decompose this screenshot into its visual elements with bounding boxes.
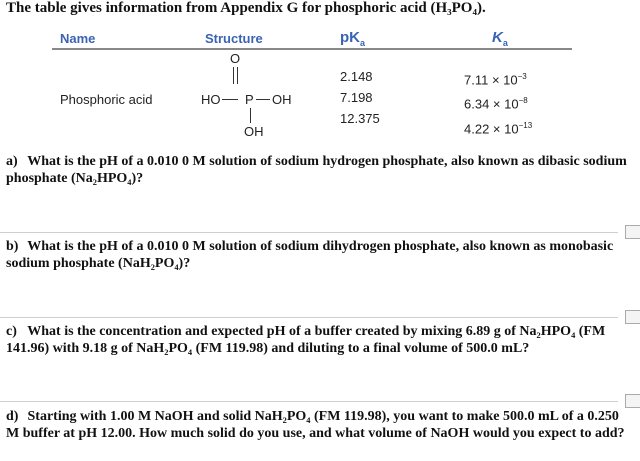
double-bond-2: [237, 67, 238, 84]
ka-3: $4.22 \times 10^{-13}$: [464, 120, 533, 136]
structure-right-oh: OH: [272, 92, 292, 107]
pka-1: 2.148: [340, 69, 373, 84]
data-table: [52, 26, 572, 144]
question-b-label: b): [6, 239, 19, 254]
question-c-text: What is the concentration and expected pH of a buffer created by mixing 6.89 g of Na₂HPO₄ (FM 141.96) with 9.18 g of NaH₂PO₄ (FM 119.98) and diluting to a final volume of 500.0 mL?: [6, 324, 606, 356]
bond-left: [222, 99, 238, 100]
answer-box-handle-c[interactable]: [625, 310, 640, 324]
header-ka: $K_a$: [492, 29, 508, 48]
structure-top-o: O: [230, 51, 241, 66]
question-b: [6, 238, 628, 272]
pka-values: [340, 66, 380, 129]
structure-center-p: P: [245, 92, 254, 107]
question-d: [6, 408, 628, 442]
structure-left-ho: HO: [201, 92, 221, 107]
double-bond-1: [233, 67, 234, 84]
question-a: [6, 153, 628, 187]
header-rule: [52, 48, 572, 50]
separator-c: [0, 317, 618, 318]
ka-2: $6.34 \times 10^{-8}$: [464, 96, 528, 112]
header-structure: Structure: [205, 31, 263, 46]
bond-down: [250, 108, 251, 123]
question-a-text: What is the pH of a 0.010 0 M solution of sodium hydrogen phosphate, also known as dibasic sodium phosphate (Na₂HPO₄)?: [6, 154, 627, 186]
intro-text: The table gives information from Appendix G for phosphoric acid (H₃PO₄).: [6, 0, 486, 16]
header-name: Name: [60, 31, 96, 46]
ka-1: $7.11 \times 10^{-3}$: [464, 72, 527, 88]
row-name: Phosphoric acid: [60, 92, 153, 107]
question-c-label: c): [6, 324, 17, 339]
question-d-label: d): [6, 409, 19, 424]
structure-bottom-oh: OH: [244, 124, 264, 139]
question-c: [6, 323, 628, 357]
pka-3: 12.375: [340, 111, 380, 126]
question-d-text: Starting with 1.00 M NaOH and solid NaH₂PO₄ (FM 119.98), you want to make 500.0 mL of a 0.250 M buffer at pH 12.00. How much solid do you use, and what volume of NaOH would you expect to add?: [6, 409, 625, 441]
separator-d: [0, 401, 618, 402]
question-a-label: a): [6, 154, 18, 169]
header-pka: $pK_a$: [340, 29, 366, 48]
separator-b: [0, 232, 618, 233]
question-b-text: What is the pH of a 0.010 0 M solution of sodium dihydrogen phosphate, also known as monobasic sodium phosphate (NaH₂PO₄)?: [6, 239, 614, 271]
bond-right: [256, 99, 270, 100]
pka-2: 7.198: [340, 90, 373, 105]
answer-box-handle-b[interactable]: [625, 225, 640, 239]
ka-values: [464, 66, 532, 139]
answer-box-handle-d[interactable]: [625, 394, 640, 408]
